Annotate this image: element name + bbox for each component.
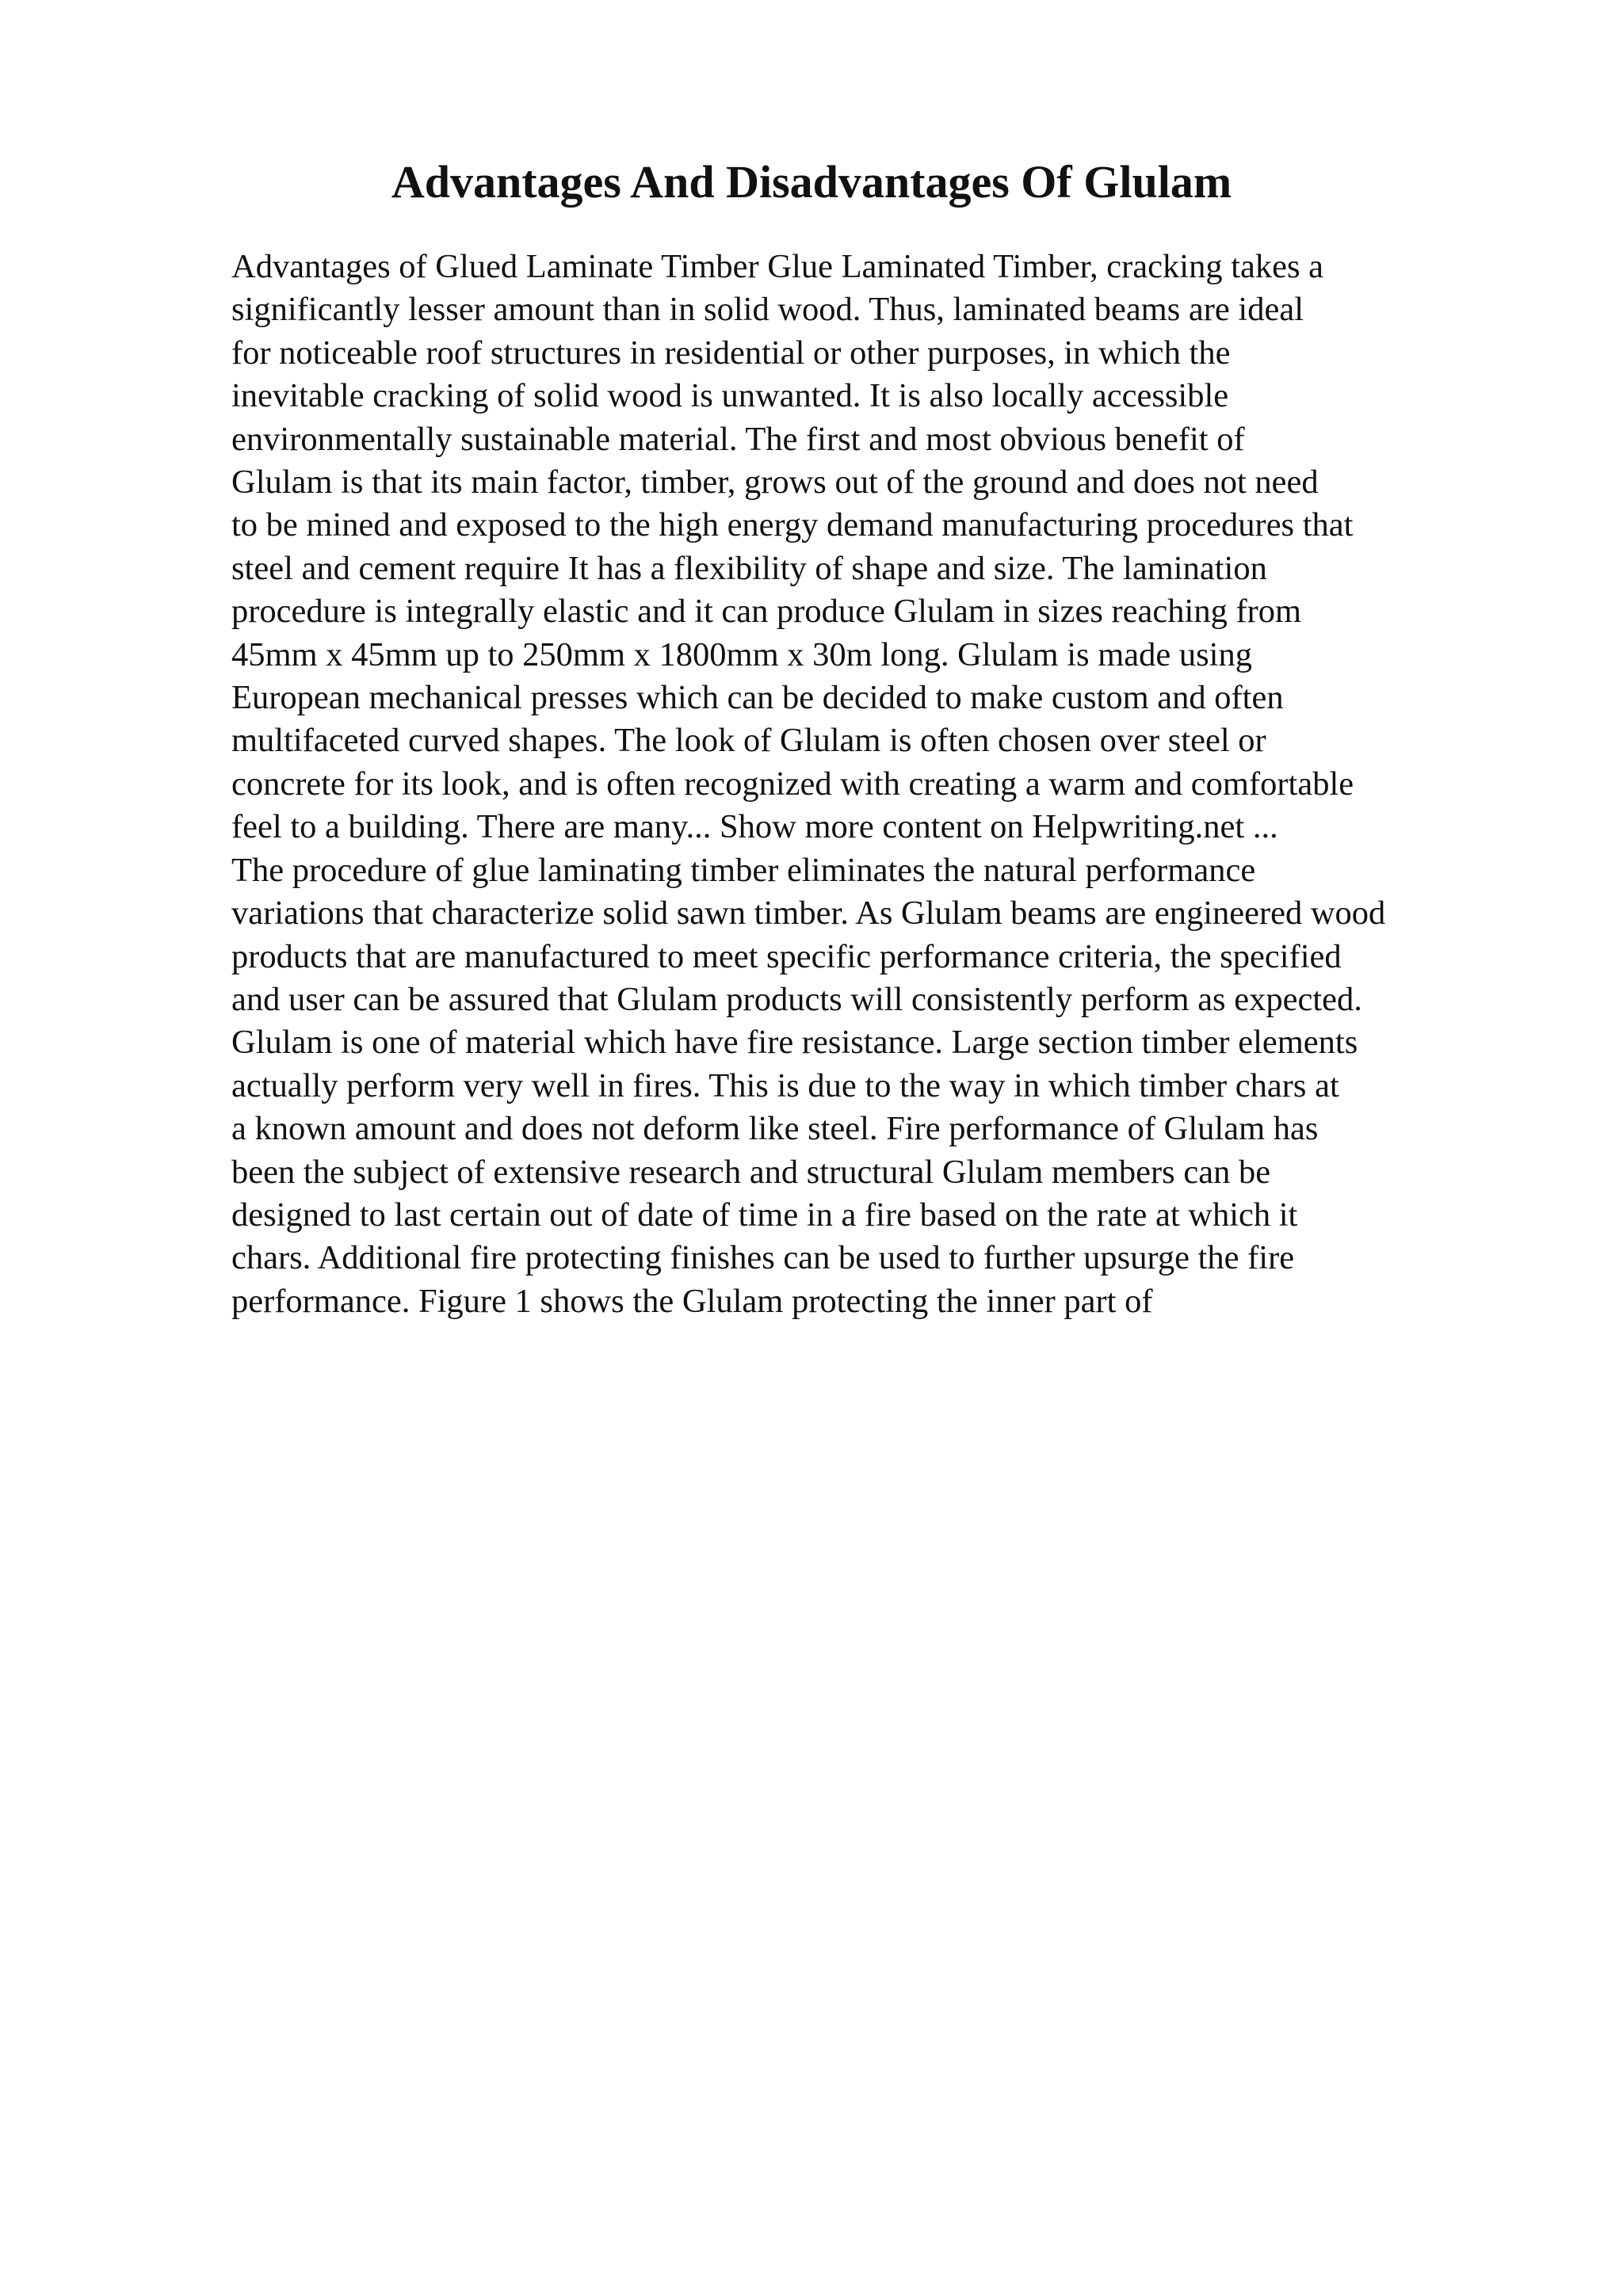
text-line: been the subject of extensive research and structural Glulam members can be [231,1153,1271,1191]
text-line: to be mined and exposed to the high energy demand manufacturing procedures that [231,506,1354,544]
text-line: steel and cement require It has a flexibility of shape and size. The lamination [231,549,1267,587]
text-line: concrete for its look, and is often recognized with creating a warm and comfortable [231,765,1354,803]
page-title: Advantages And Disadvantages Of Glulam [391,156,1232,208]
text-line-show-more: feel to a building. There are many... Show more content on Helpwriting.net ... [231,808,1278,846]
text-line: designed to last certain out of date of time in a fire based on the rate at which it [231,1196,1298,1234]
text-line: significantly lesser amount than in solid wood. Thus, laminated beams are ideal [231,291,1304,329]
text-line: a known amount and does not deform like steel. Fire performance of Glulam has [231,1110,1319,1148]
text-line: European mechanical presses which can be decided to make custom and often [231,679,1284,717]
text-line: procedure is integrally elastic and it can produce Glulam in sizes reaching from [231,593,1302,631]
text-line: products that are manufactured to meet specific performance criteria, the specified [231,937,1342,975]
text-line: for noticeable roof structures in residential or other purposes, in which the [231,334,1231,372]
text-line: inevitable cracking of solid wood is unwanted. It is also locally accessible [231,377,1229,415]
text-line: environmentally sustainable material. The first and most obvious benefit of [231,420,1245,458]
text-line: and user can be assured that Glulam products will consistently perform as expected. [231,980,1362,1018]
document-body [231,246,1563,1323]
text-line: Advantages of Glued Laminate Timber Glue Laminated Timber, cracking takes a [231,248,1324,285]
text-line: variations that characterize solid sawn timber. As Glulam beams are engineered wood [231,894,1386,933]
text-line: chars. Additional fire protecting finishes can be used to further upsurge the fire [231,1239,1295,1277]
text-line: 45mm x 45mm up to 250mm x 1800mm x 30m long. Glulam is made using [231,635,1252,673]
text-line: performance. Figure 1 shows the Glulam protecting the inner part of [231,1282,1153,1320]
text-line: Glulam is one of material which have fire resistance. Large section timber elements [231,1024,1358,1062]
text-line: Glulam is that its main factor, timber, grows out of the ground and does not need [231,463,1319,502]
text-line: actually perform very well in fires. This is due to the way in which timber chars at [231,1066,1339,1104]
text-line: multifaceted curved shapes. The look of Glulam is often chosen over steel or [231,722,1266,760]
text-line: The procedure of glue laminating timber eliminates the natural performance [231,851,1256,889]
